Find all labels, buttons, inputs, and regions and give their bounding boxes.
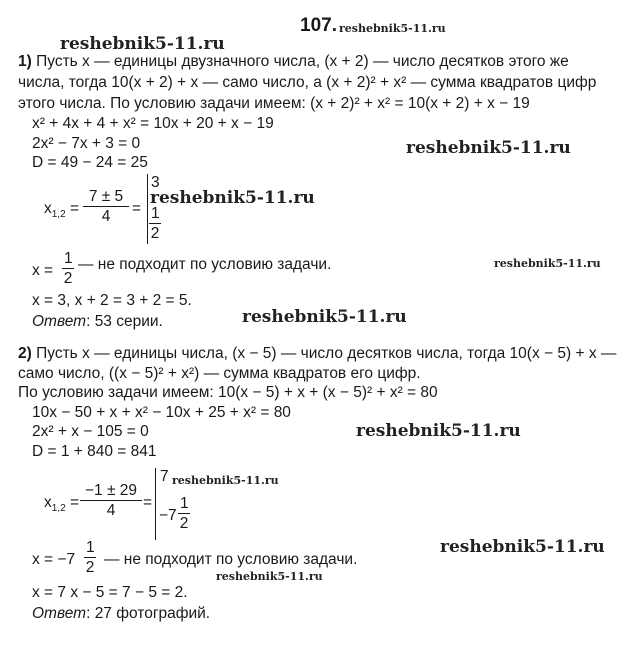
watermark: reshebnik5-11.ru — [216, 570, 323, 583]
part1-reject-den: 2 — [63, 270, 73, 287]
part2-root-denominator: 4 — [106, 502, 116, 519]
part2-root-brace — [155, 468, 156, 540]
part1-line2: числа, тогда 10(x + 2) + x — само число, а (x + 2)² + x² — сумма квадратов цифр — [18, 74, 597, 91]
watermark: reshebnik5-11.ru — [494, 257, 601, 270]
part1-root-denominator: 4 — [101, 208, 111, 225]
part2-root-b-int: −7 — [159, 507, 177, 524]
part1-root-brace — [147, 174, 148, 244]
part2-reject-den: 2 — [85, 559, 95, 576]
watermark: reshebnik5-11.ru — [406, 138, 571, 158]
part2-eq2: 2x² + x − 105 = 0 — [32, 423, 149, 440]
problem-number: 107. — [300, 15, 337, 36]
part2-eq3: D = 1 + 840 = 841 — [32, 443, 157, 460]
part1-reject-lhs: x = — [32, 262, 54, 279]
part1-root-a: 3 — [151, 174, 160, 191]
part2-root-eq2: = — [143, 494, 153, 511]
part2-reject-text: — не подходит по условию задачи. — [104, 551, 358, 568]
part2-result: x = 7 x − 5 = 7 − 5 = 2. — [32, 584, 188, 601]
part1-root-x: x — [44, 200, 52, 217]
part1-answer-text: : 53 серии. — [86, 313, 163, 330]
part1-root-fraction — [83, 187, 129, 226]
watermark: reshebnik5-11.ru — [172, 474, 279, 487]
part2-root-x: x — [44, 494, 52, 511]
part1-root-eq2: = — [132, 200, 142, 217]
part1-reject-num: 1 — [64, 250, 73, 267]
part2-root-a: 7 — [160, 468, 169, 485]
part2-answer-label: Ответ — [32, 605, 87, 622]
part2-line1 — [18, 344, 616, 363]
part1-eq2: 2x² − 7x + 3 = 0 — [32, 135, 141, 152]
part2-eq1: 10x − 50 + x + x² − 10x + 25 + x² = 80 — [32, 404, 291, 421]
header-site: reshebnik5-11.ru — [339, 22, 446, 35]
part1-root-b-num: 1 — [151, 205, 160, 222]
part2-root-b-num: 1 — [180, 495, 189, 512]
part1-answer — [32, 312, 163, 331]
part2-root-eq: = — [69, 494, 80, 511]
part1-root-b-den: 2 — [150, 225, 160, 242]
watermark: reshebnik5-11.ru — [440, 537, 605, 557]
part2-root-b-den: 2 — [179, 515, 189, 532]
part2-line1-text: Пусть x — единицы числа, (x − 5) — число десятков числа, тогда 10(x − 5) + x — — [31, 345, 617, 362]
part2-line3: По условию задачи имеем: 10(x − 5) + x + (x − 5)² + x² = 80 — [18, 384, 438, 401]
part1-eq3: D = 49 − 24 = 25 — [32, 154, 148, 171]
part2-line2: само число, ((x − 5)² + x²) — сумма квадратов его цифр. — [18, 365, 421, 382]
part2-answer — [32, 604, 210, 623]
watermark: reshebnik5-11.ru — [60, 34, 225, 54]
part1-result: x = 3, x + 2 = 3 + 2 = 5. — [32, 292, 192, 309]
part2-reject-lhs: x = −7 — [32, 551, 76, 568]
part1-root-lhs — [44, 199, 80, 221]
part1-label: 1) — [18, 53, 32, 70]
part2-root-numerator: −1 ± 29 — [80, 481, 142, 501]
part1-reject-text: — не подходит по условию задачи. — [78, 256, 332, 273]
part1-line1 — [18, 52, 569, 71]
part2-reject-num: 1 — [86, 539, 95, 556]
part1-line1-text: Пусть x — единицы двузначного числа, (x + 2) — число десятков этого же — [31, 53, 569, 70]
part1-line3: этого числа. По условию задачи имеем: (x + 2)² + x² = 10(x + 2) + x − 19 — [18, 95, 530, 112]
watermark: reshebnik5-11.ru — [242, 307, 407, 327]
part1-root-eq: = — [69, 200, 80, 217]
part1-root-b — [149, 204, 161, 243]
watermark: reshebnik5-11.ru — [150, 188, 315, 208]
part2-answer-text: : 27 фотографий. — [86, 605, 211, 622]
part2-label: 2) — [18, 345, 32, 362]
watermark: reshebnik5-11.ru — [356, 421, 521, 441]
part2-root-b — [178, 494, 190, 533]
part2-root-lhs — [44, 493, 80, 515]
part1-answer-label: Ответ — [32, 313, 87, 330]
part1-root-sub: 1,2 — [51, 209, 66, 221]
part1-reject-fraction — [62, 249, 74, 288]
part1-eq1: x² + 4x + 4 + x² = 10x + 20 + x − 19 — [32, 115, 274, 132]
part1-root-numerator: 7 ± 5 — [83, 187, 129, 207]
part2-reject-fraction — [84, 538, 96, 577]
part2-root-sub: 1,2 — [51, 503, 66, 515]
part2-root-fraction — [80, 481, 142, 520]
